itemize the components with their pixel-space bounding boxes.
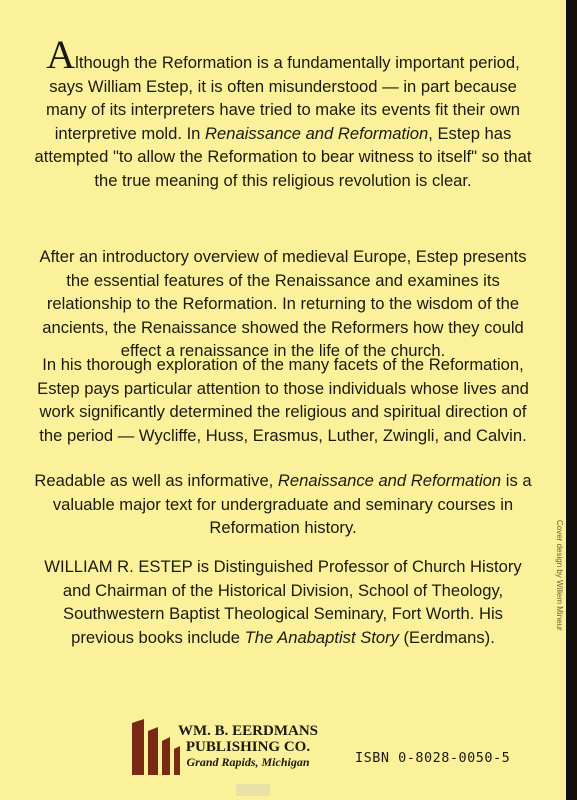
audience-book-title: Renaissance and Reformation bbox=[277, 471, 502, 490]
author-bio-end: (Eerdmans). bbox=[398, 627, 495, 647]
reformers-paragraph: In his thorough exploration of the many facets of the Reformation, Estep pays particular attention to those individuals whose lives and work significantly determined the religious and spiritual direction of the period — Wycliffe, Huss, Erasmus, Luther, Zwingli, and Calvin. bbox=[37, 355, 529, 445]
audience-text: Readable as well as informative, bbox=[34, 471, 278, 490]
cover-edge bbox=[566, 0, 577, 800]
publisher-logo bbox=[130, 717, 182, 777]
audience-text-end: is a valuable major text for undergraduate and seminary courses in Reformation history. bbox=[52, 471, 532, 538]
previous-book-title: The Anabaptist Story bbox=[244, 627, 399, 647]
intro-paragraph bbox=[30, 32, 536, 193]
intro-book-title: Renaissance and Reformation bbox=[205, 123, 429, 143]
intro-text-end: , Estep has attempted "to allow the Reformation to bear witness to itself" so that the true meaning of this religious revolution is clear. bbox=[34, 123, 532, 190]
isbn-number: ISBN 0-8028-0050-5 bbox=[355, 750, 511, 766]
overview-paragraph: After an introductory overview of medieval Europe, Estep presents the essential features of the Renaissance and examines its relationship to the Reformation. In returning to the wisdom of the ancients, the Renaissance showed the Reformers how they could effect a renaissance in the life of the church. bbox=[39, 247, 527, 361]
publisher-name: WM. B. EERDMANS bbox=[178, 723, 319, 739]
publisher-city: Grand Rapids, Michigan bbox=[186, 755, 310, 769]
publisher-imprint bbox=[178, 723, 318, 769]
intro-text: lthough the Reformation is a fundamentally important period, says William Estep, it is often misunderstood — in part because many of its interpreters have tried to make its events fit their own interpretive mold. In bbox=[45, 53, 521, 143]
cover-design-credit: Cover design by Willem Mineur bbox=[555, 520, 564, 631]
drop-cap: A bbox=[46, 32, 76, 77]
author-bio-text: WILLIAM R. ESTEP is Distinguished Professor of Church History and Chairman of the Historical Division, School of Theology, Southwestern Baptist Theological Seminary, Fort Worth. His previous books include bbox=[44, 557, 522, 647]
price-sticker-residue bbox=[236, 784, 270, 796]
author-bio bbox=[30, 555, 536, 649]
audience-paragraph bbox=[30, 469, 536, 540]
publisher-company: PUBLISHING CO. bbox=[185, 739, 311, 755]
